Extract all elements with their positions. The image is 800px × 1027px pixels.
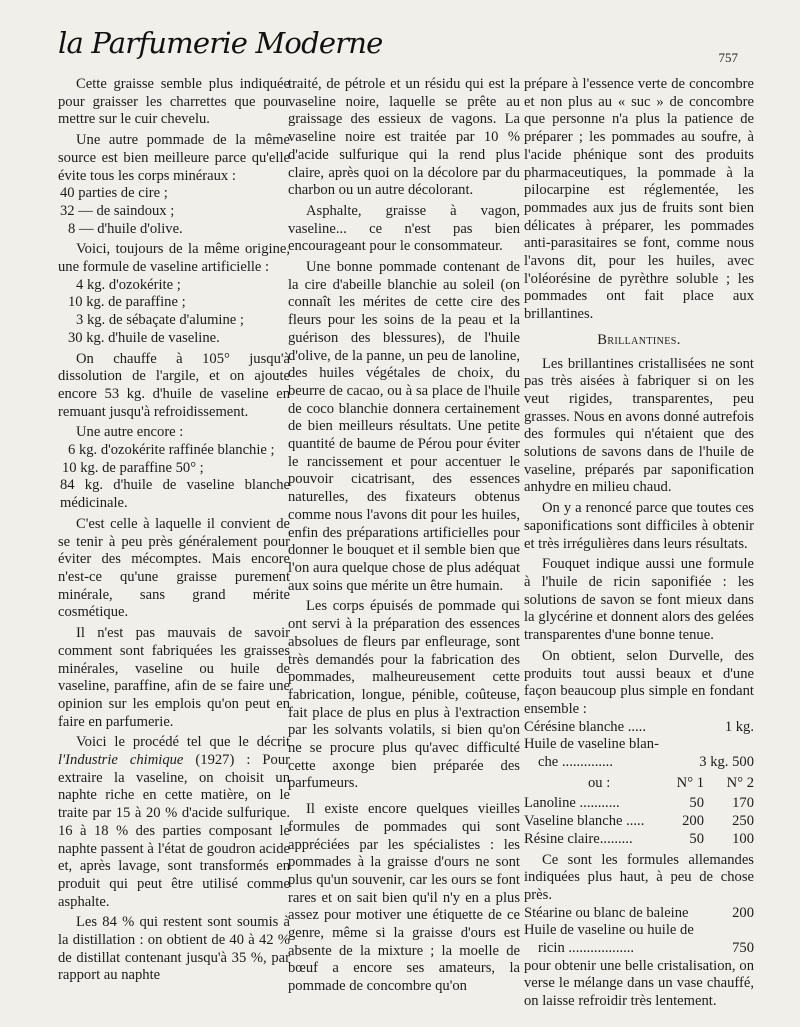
- column-header: N° 2: [726, 774, 754, 791]
- paragraph: Une autre pommade de la même source est bien meilleure parce qu'elle évite tous les corps minéraux :: [58, 132, 290, 184]
- text-column-3: [524, 76, 754, 1011]
- paragraph: Les brillantines cristallisées ne sont pas très aisées à fabriquer si on les veut rigides, transparentes, peu grasses. Nous en avons donné autrefois des formules qui n'étaient que des solutions de savons dans de l'huile de vaseline, préparés par saponification anhydre en milieu chaud.: [524, 355, 754, 496]
- publication-title: l'Industrie chimique: [58, 752, 184, 769]
- ingredient: che ..............: [538, 754, 613, 771]
- paragraph: Les corps épuisés de pommade qui ont servi à la préparation des essences absolues de fleurs par enfleurage, sont très demandés pour la fabrication des pommades, malheureusement cette fabrication, longue, pénible, coûteuse, fait place de plus en plus à l'extraction par les solvants volatils, si bien qu'on ne se procure plus qu'avec difficulté cette axonge bien préparée des parfumeurs.: [288, 598, 520, 792]
- ingredient: ou :: [588, 774, 611, 791]
- paragraph: Voici, toujours de la même origine, une formule de vaseline artificielle :: [58, 241, 290, 276]
- quantity: 50: [689, 795, 704, 812]
- recipe-line: 4 kg. d'ozokérite ;: [76, 276, 181, 293]
- recipe-line: 8 — d'huile d'olive.: [68, 220, 183, 237]
- column-header: N° 1: [676, 774, 704, 791]
- paragraph: Cette graisse semble plus indiquée pour graisser les charrettes que pour mettre sur le cuir chevelu.: [58, 76, 290, 128]
- paragraph: pour obtenir une belle cristalisation, on verse le mélange dans un vase chauffé, on laisse refroidir très lentement.: [524, 957, 754, 1010]
- ingredient: Cérésine blanche .....: [524, 718, 646, 735]
- quantity: 170: [732, 795, 754, 812]
- formula-table: [524, 719, 754, 849]
- formula-row: [524, 736, 754, 754]
- paragraph: Ce sont les formules allemandes indiquées plus haut, à peu de chose près.: [524, 851, 754, 903]
- paragraph: Il existe encore quelques vieilles formules de pommades qui sont appréciées par les spécialistes : les pommades à la graisse d'ours ne sont plus qu'un souvenir, car les ours se font rares et on sait bien qu'il n'y en a plus assez pour motiver une étiquette de ce genre, même si la graisse d'ours est absente de la mixture ; la moelle de bœuf a encore ses amateurs, la pommade de concombre qu'on: [288, 801, 520, 995]
- quantity: 100: [732, 830, 754, 847]
- quantity: 750: [732, 940, 754, 957]
- ingredient: Vaseline blanche .....: [524, 813, 645, 830]
- paragraph: Fouquet indique aussi une formule à l'huile de ricin saponifiée : les solutions de savon se font mieux dans la glycérine et donnent alors des gelées transparentes d'une bonne tenue.: [524, 556, 754, 644]
- recipe-list: [58, 442, 290, 513]
- text-column-1: [58, 76, 290, 985]
- ingredient: ricin ..................: [538, 940, 635, 957]
- quantity: 3 kg. 500: [699, 754, 754, 771]
- text-run: Voici le procédé tel que le décrit: [76, 734, 290, 751]
- page-number: 757: [718, 50, 738, 65]
- journal-masthead: la Parfumerie Moderne: [58, 26, 383, 60]
- formula-row: [524, 795, 754, 813]
- recipe-line: 10 kg. de paraffine ;: [68, 294, 186, 311]
- paragraph: On chauffe à 105° jusqu'à dissolution de l'argile, et on ajoute encore 53 kg. d'huile de vaseline en remuant jusqu'à refroidissement.: [58, 350, 290, 420]
- formula-row: [524, 754, 754, 772]
- ingredient: Lanoline ...........: [524, 795, 620, 812]
- quantity: 250: [732, 813, 754, 830]
- paragraph: Les 84 % qui restent sont soumis à la distillation : on obtient de 40 à 42 % de distillat contenant jusqu'à 35 %, par rapport au naphte: [58, 914, 290, 984]
- formula-row: [524, 940, 754, 958]
- recipe-line: 10 kg. de paraffine 50° ;: [62, 459, 204, 476]
- recipe-line: 30 kg. d'huile de vaseline.: [68, 329, 220, 346]
- section-heading: Brillantines.: [597, 331, 681, 348]
- text-column-2: [288, 76, 520, 996]
- paragraph: traité, de pétrole et un résidu qui est la vaseline noire, laquelle se prête au graissage des essieux de vagons. La vaseline noire est traitée par 10 % d'acide sulfurique qui la rend plus claire, après quoi on la décolore par du charbon ou un autre décolorant.: [288, 76, 520, 199]
- paragraph: [58, 734, 290, 911]
- paragraph: On obtient, selon Durvelle, des produits tout aussi beaux et d'une façon beaucoup plus simple en fondant ensemble :: [524, 647, 754, 717]
- formula-row: [524, 922, 754, 940]
- paragraph: C'est celle à laquelle il convient de se tenir à peu près généralement pour éviter des mécomptes. Mais encore n'est-ce qu'une graisse purement minérale, sans grand mérite cosmétique.: [58, 515, 290, 621]
- quantity: 1 kg.: [724, 718, 754, 735]
- recipe-line: 40 parties de cire ;: [60, 185, 168, 202]
- recipe-line: 6 kg. d'ozokérite raffinée blanchie ;: [68, 442, 275, 459]
- paragraph: Une autre encore :: [76, 424, 184, 441]
- recipe-list: [58, 185, 290, 238]
- recipe-line: 32 — de saindoux ;: [60, 202, 175, 219]
- formula-table: [524, 905, 754, 958]
- quantity: 200: [682, 813, 704, 830]
- formula-row: [524, 831, 754, 849]
- ingredient: Résine claire.........: [524, 830, 633, 847]
- ingredient: Huile de vaseline blan-: [524, 736, 659, 753]
- paragraph: prépare à l'essence verte de concombre et non plus au « suc » de concombre que personne n'a plus la patience de préparer ; les pommades au soufre, à l'acide phénique sont des produits pharmaceutiques, la pommade à la pilocarpine est réglementée, les pommades aux jus de fruits sont bien délicates à préparer, les pommades anti-parasitaires se font, comme nous l'avons dit, pour les huiles, avec l'oléorésine de pyrèthre soluble ; les pommades ont fait place aux brillantines.: [524, 76, 754, 323]
- formula-row: [524, 813, 754, 831]
- quantity: 200: [732, 904, 754, 921]
- formula-header-row: [524, 775, 754, 793]
- quantity: 50: [689, 830, 704, 847]
- recipe-line: 3 kg. de sébaçate d'alumine ;: [76, 312, 244, 329]
- formula-row: [524, 719, 754, 737]
- recipe-line: 84 kg. d'huile de vaseline blanche médicinale.: [60, 477, 290, 512]
- text-run: (1927) : Pour extraire la vaseline, on choisit un naphte riche en cette matière, on le traite par 15 à 20 % d'acide sulfurique. 16 à 18 % des parties composant le naphte passent à l'état de goudron acide et, après lavage, sont transformés en produit qui peut être utilisé comme asphalte.: [58, 752, 290, 910]
- paragraph: Asphalte, graisse à vagon, vaseline... ce n'est pas bien encourageant pour le consommateur.: [288, 202, 520, 255]
- paragraph: Une bonne pommade contenant de la cire d'abeille blanchie au soleil (on connaît les mérites de cette cire des fleurs pour les soins de la peau et la guérison des blessures), de l'huile d'olive, de la panne, un peu de lanoline, des huiles végétales de choix, du beurre de cacao, ou à sa place de l'huile de coco blanchie donnera certainement de bien meilleurs résultats. Une petite quantité de baume de Pérou pour éviter le rancissement et pour accentuer le pouvoir cicatrisant, des essences naturelles, des fixateurs obtenus comme nous l'avons dit pour les huiles, enfin des préparations artificielles pour donner le bouquet et il semble bien que l'on aura quelque chose de plus adéquat aux soins que mérite un être humain.: [288, 259, 520, 594]
- ingredient: Stéarine ou blanc de baleine: [524, 904, 689, 921]
- ingredient: Huile de vaseline ou huile de: [524, 922, 694, 939]
- formula-row: [524, 905, 754, 923]
- recipe-list: [58, 277, 290, 348]
- paragraph: Il n'est pas mauvais de savoir comment sont fabriquées les graisses minérales, vaseline ou huile de vaseline, paraffine, afin de se faire une opinion sur les emplois qu'on peut en faire en parfumerie.: [58, 625, 290, 730]
- paragraph: On y a renoncé parce que toutes ces saponifications sont difficiles à obtenir et très irrégulières dans leurs résultats.: [524, 500, 754, 552]
